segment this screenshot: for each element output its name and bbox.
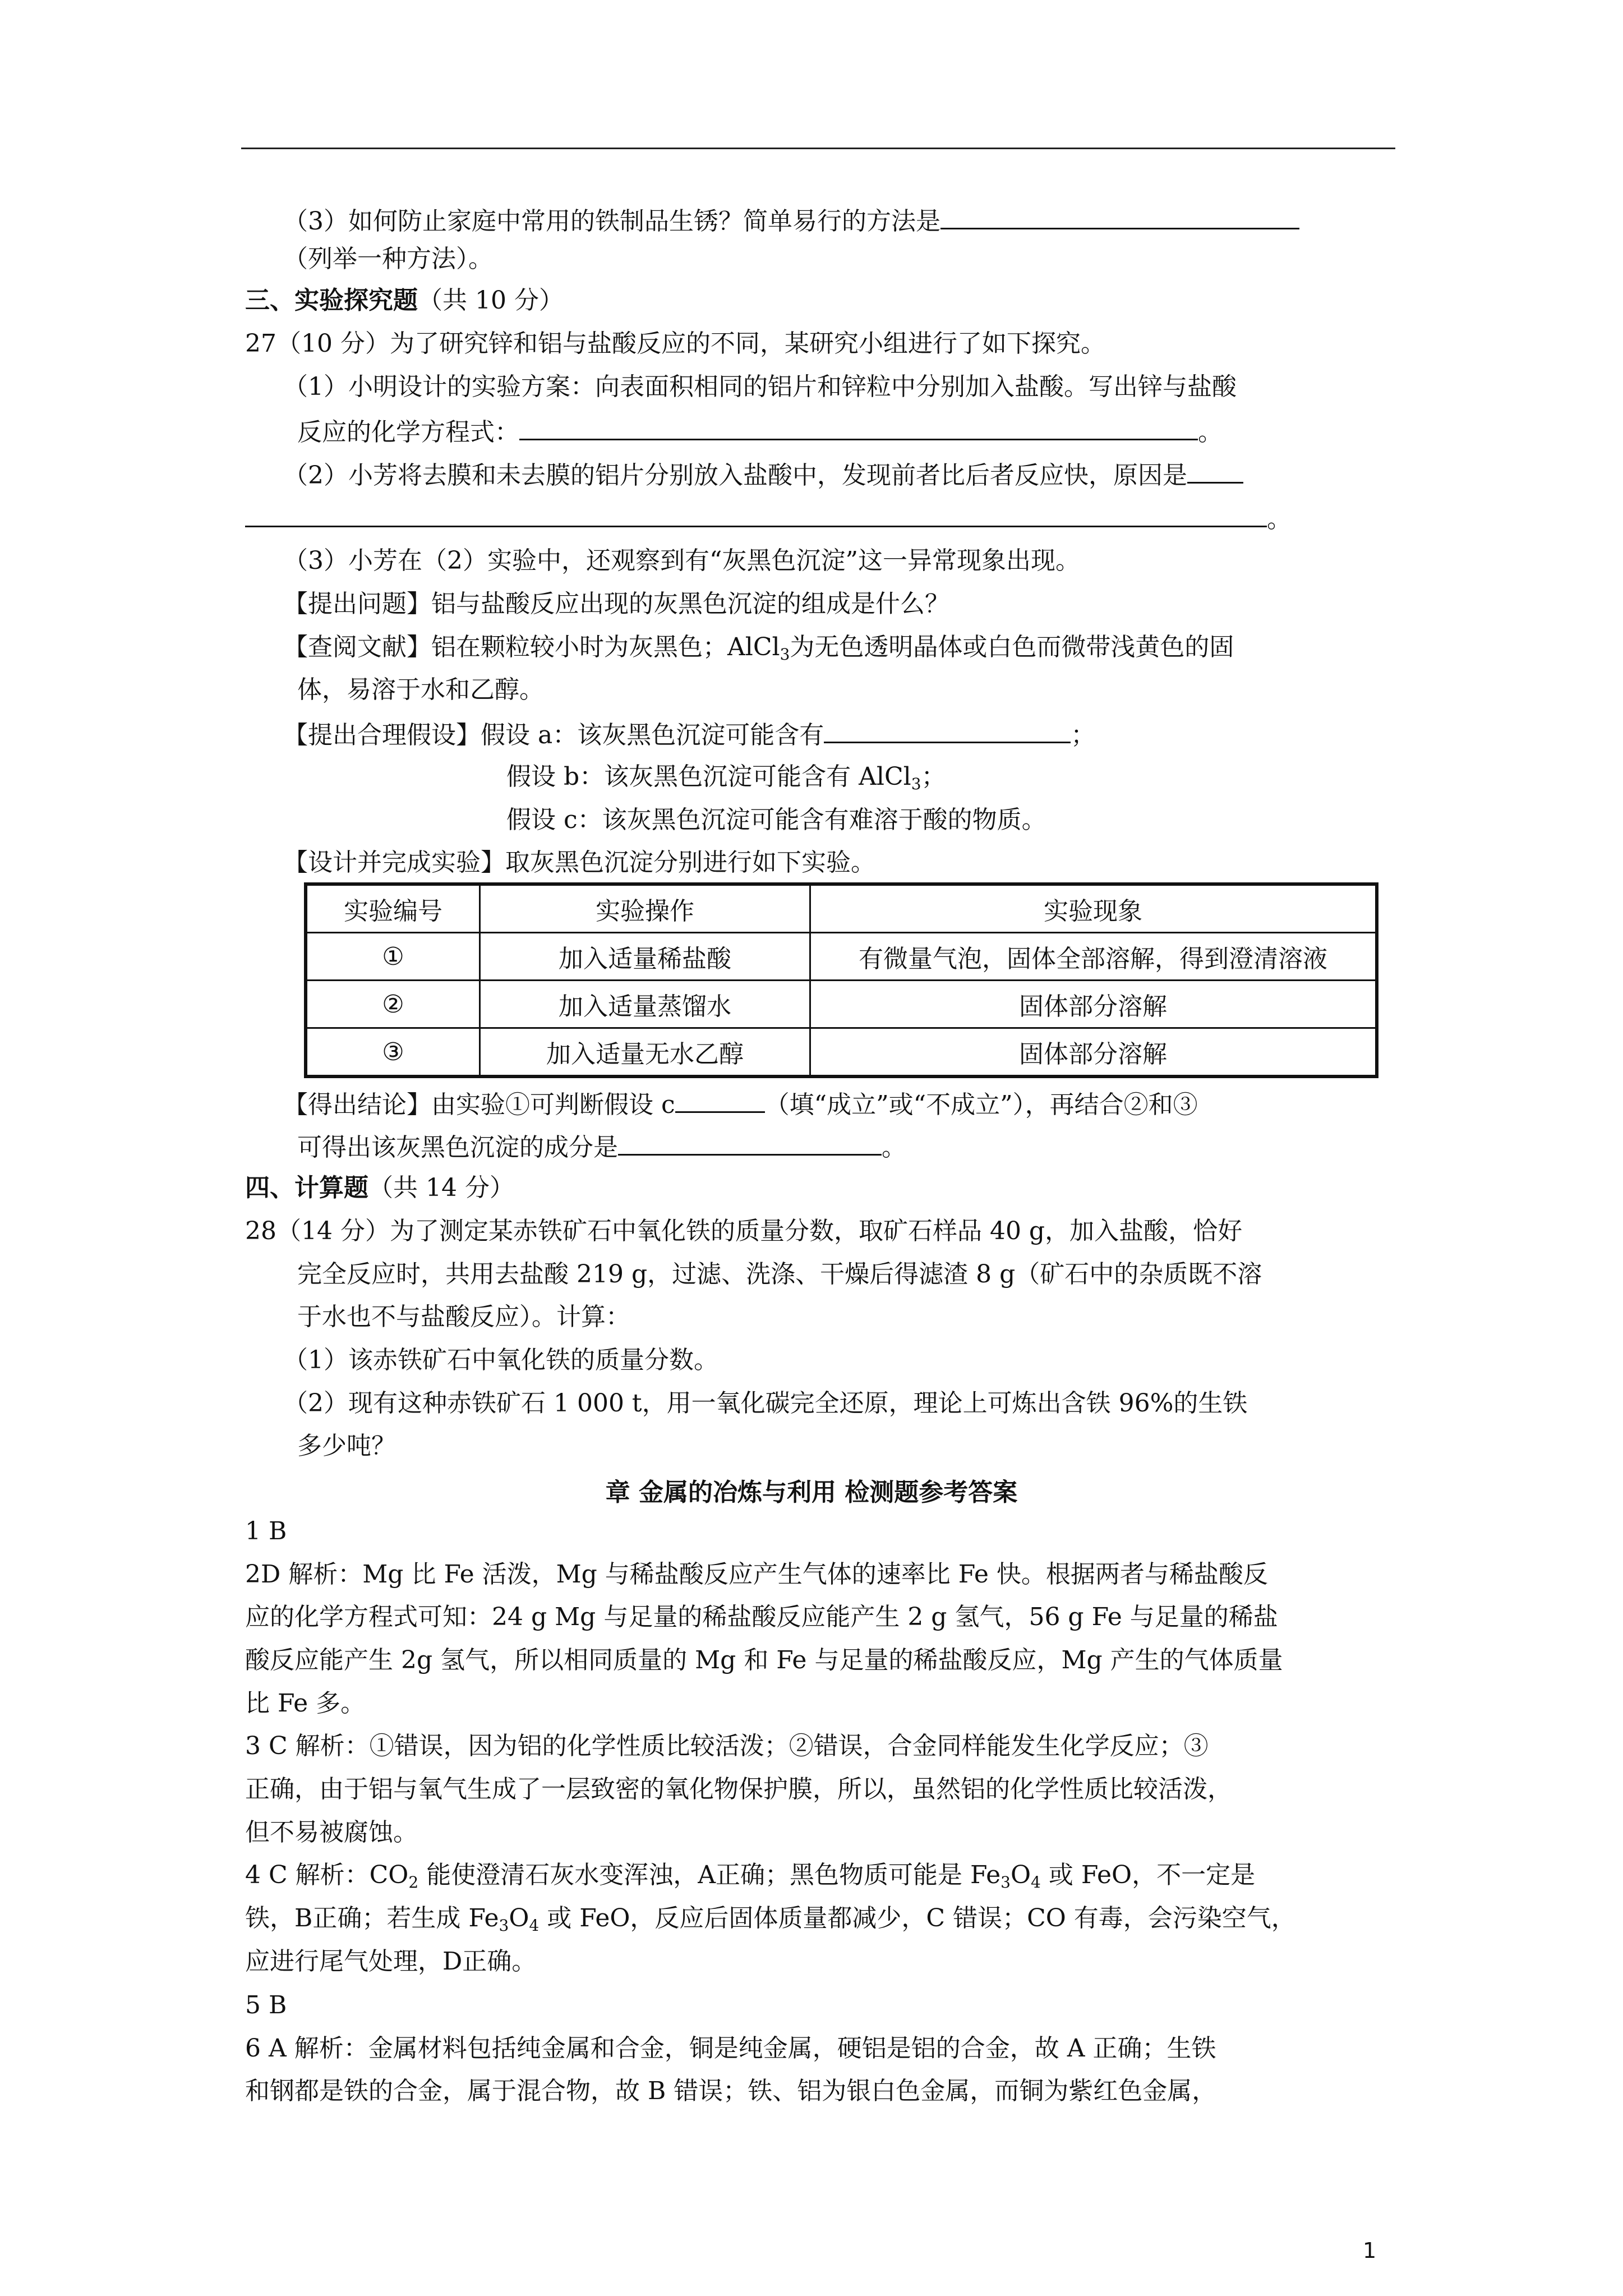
section4-heading: 四、计算题（共 14 分） <box>245 1174 514 1202</box>
q27-hypothesis-b: 假设 b：该灰黑色沉淀可能含有 AlCl$_3$； <box>506 762 946 793</box>
table-cell: 加入适量无水乙醇 <box>480 1028 810 1077</box>
answer-blank <box>824 717 1071 743</box>
q27-conclusion-1: 【得出结论】由实验①可判断假设 c （填“成立”或“不成立”），再结合②和③ <box>283 1087 1198 1122</box>
q26-3-line1: （3）如何防止家庭中常用的铁制品生锈？简单易行的方法是 <box>283 203 1299 238</box>
answer-1: 1 B <box>245 1517 287 1545</box>
table-header-cell: 实验现象 <box>810 884 1377 933</box>
table-cell: 固体部分溶解 <box>810 981 1377 1028</box>
table-cell: ② <box>306 981 480 1028</box>
answer-6-line1: 6 A 解析：金属材料包括纯金属和合金，铜是纯金属，硬铝是铝的合金，故 A 正确；生铁 <box>245 2034 1216 2063</box>
table-row <box>306 981 1377 1028</box>
table-cell: 固体部分溶解 <box>810 1028 1377 1077</box>
q27-p2b: 。 <box>245 501 1292 536</box>
table-cell: 加入适量稀盐酸 <box>480 933 810 981</box>
answer-2-line2: 应的化学方程式可知：24 g Mg 与足量的稀盐酸反应能产生 2 g 氢气，56 g Fe 与足量的稀盐 <box>245 1603 1278 1631</box>
answer-2-line4: 比 Fe 多。 <box>245 1689 366 1718</box>
answer-blank <box>618 1129 882 1156</box>
header-rule <box>241 148 1395 149</box>
answer-4-line2: 铁，B正确；若生成 $Fe_3O_4$ 或 FeO，反应后固体质量都减少，C 错误；CO 有毒，会污染空气， <box>245 1904 1296 1935</box>
q27-literature-1: 【查阅文献】铝在颗粒较小时为灰黑色；AlCl$_3$为无色透明晶体或白色而微带浅黄色的固 <box>283 633 1234 664</box>
table-cell: 有微量气泡，固体全部溶解，得到澄清溶液 <box>810 933 1377 981</box>
q27-p2a: （2）小芳将去膜和未去膜的铝片分别放入盐酸中，发现前者比后者反应快，原因是 <box>283 457 1243 493</box>
answer-blank <box>245 501 1267 527</box>
q27-intro: 27（10 分）为了研究锌和铝与盐酸反应的不同，某研究小组进行了如下探究。 <box>245 329 1105 358</box>
answer-blank <box>675 1087 765 1113</box>
q27-hypothesis-c: 假设 c：该灰黑色沉淀可能含有难溶于酸的物质。 <box>506 806 1046 834</box>
table-cell: 加入适量蒸馏水 <box>480 981 810 1028</box>
answer-6-line2: 和钢都是铁的合金，属于混合物，故 B 错误；铁、铝为银白色金属，而铜为紫红色金属， <box>245 2077 1217 2105</box>
q27-p3: （3）小芳在（2）实验中，还观察到有“灰黑色沉淀”这一异常现象出现。 <box>283 546 1080 575</box>
q28-line6: 多少吨？ <box>297 1432 396 1460</box>
q28-line1: 28（14 分）为了测定某赤铁矿石中氧化铁的质量分数，取矿石样品 40 g，加入盐酸，恰好 <box>245 1217 1243 1245</box>
table-row <box>306 1028 1377 1077</box>
answer-blank <box>1187 457 1243 484</box>
q27-p1a: （1）小明设计的实验方案：向表面积相同的铝片和锌粒中分别加入盐酸。写出锌与盐酸 <box>283 372 1237 401</box>
table-header-cell: 实验编号 <box>306 884 480 933</box>
answer-5: 5 B <box>245 1991 287 2019</box>
experiment-table <box>304 882 1378 1078</box>
q27-problem: 【提出问题】铝与盐酸反应出现的灰黑色沉淀的组成是什么？ <box>283 590 949 618</box>
table-header-row <box>306 884 1377 933</box>
q28-line5: （2）现有这种赤铁矿石 1 000 t，用一氧化碳完全还原，理论上可炼出含铁 96%的生铁 <box>283 1389 1248 1418</box>
answer-blank <box>940 203 1299 229</box>
table-cell: ③ <box>306 1028 480 1077</box>
answer-blank <box>519 414 1198 440</box>
q27-p1b: 反应的化学方程式： 。 <box>297 414 1223 449</box>
page-number: 1 <box>1363 2238 1377 2263</box>
answer-4-line3: 应进行尾气处理，D正确。 <box>245 1947 537 1976</box>
answer-3-line3: 但不易被腐蚀。 <box>245 1818 418 1847</box>
answers-title: 章 金属的冶炼与利用 检测题参考答案 <box>605 1478 1018 1507</box>
answer-3-line2: 正确，由于铝与氧气生成了一层致密的氧化物保护膜，所以，虽然铝的化学性质比较活泼， <box>245 1775 1232 1803</box>
q28-line2: 完全反应时，共用去盐酸 219 g，过滤、洗涤、干燥后得滤渣 8 g（矿石中的杂质既不溶 <box>297 1260 1262 1289</box>
table-row <box>306 933 1377 981</box>
answer-2-line1: 2D 解析：Mg 比 Fe 活泼，Mg 与稀盐酸反应产生气体的速率比 Fe 快。根据两者与稀盐酸反 <box>245 1560 1268 1589</box>
q26-3-line2: （列举一种方法）。 <box>283 245 493 273</box>
q27-conclusion-2: 可得出该灰黑色沉淀的成分是 。 <box>297 1129 906 1165</box>
q28-line3: 于水也不与盐酸反应）。计算： <box>297 1303 630 1331</box>
q27-literature-2: 体，易溶于水和乙醇。 <box>297 675 544 704</box>
answer-3-line1: 3 C 解析：①错误，因为铝的化学性质比较活泼；②错误，合金同样能发生化学反应；③ <box>245 1732 1209 1760</box>
q27-design: 【设计并完成实验】取灰黑色沉淀分别进行如下实验。 <box>283 848 875 877</box>
section3-heading: 三、实验探究题（共 10 分） <box>245 286 564 315</box>
table-header-cell: 实验操作 <box>480 884 810 933</box>
answer-2-line3: 酸反应能产生 2g 氢气，所以相同质量的 Mg 和 Fe 与足量的稀盐酸反应，Mg 产生的气体质量 <box>245 1646 1283 1674</box>
q27-hypothesis-a: 【提出合理假设】假设 a：该灰黑色沉淀可能含有 ； <box>283 717 1095 752</box>
answer-4-line1: 4 C 解析：$CO_2$ 能使澄清石灰水变浑浊，A正确；黑色物质可能是 $Fe_3O_4$ 或 FeO，不一定是 <box>245 1861 1256 1892</box>
q28-line4: （1）该赤铁矿石中氧化铁的质量分数。 <box>283 1346 718 1374</box>
table-cell: ① <box>306 933 480 981</box>
